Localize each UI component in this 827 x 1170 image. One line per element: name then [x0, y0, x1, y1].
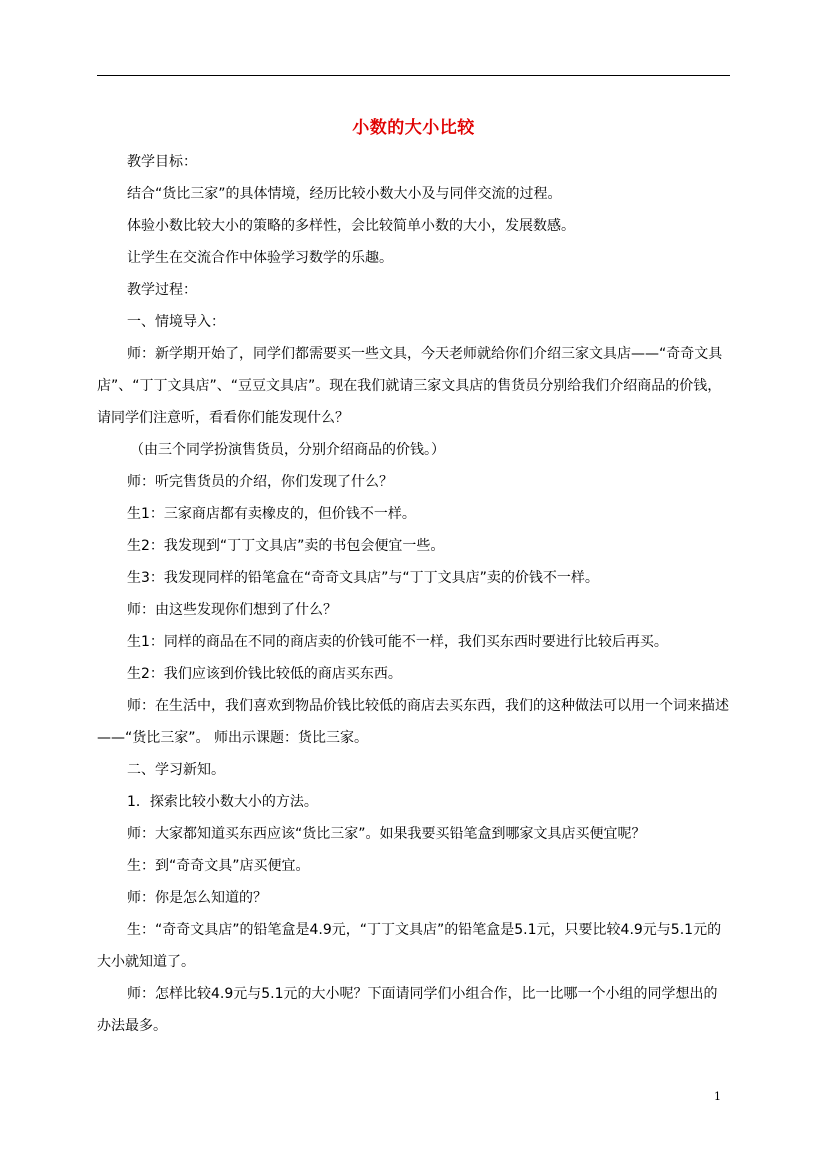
- paragraph: 师：你是怎么知道的？: [127, 890, 267, 906]
- paragraph: 教学过程：: [127, 282, 197, 298]
- paragraph: 师：听完售货员的介绍，你们发现了什么？: [127, 474, 393, 490]
- paragraph: 二、学习新知。: [127, 762, 225, 778]
- paragraph: 一、情境导入：: [127, 314, 225, 330]
- paragraph: 生2：我发现到“丁丁文具店”卖的书包会便宜一些。: [127, 538, 445, 554]
- page-number: 1: [714, 1090, 721, 1103]
- paragraph: 1．探索比较小数大小的方法。: [127, 794, 318, 810]
- paragraph: 教学目标：: [127, 154, 197, 170]
- paragraph: 生：到“奇奇文具”店买便宜。: [127, 858, 310, 874]
- paragraph: 师：怎样比较4.9元与5.1元的大小呢？下面请同学们小组合作，比一比哪一个小组的同学想出的办法最多。: [97, 986, 718, 1034]
- paragraph: 让学生在交流合作中体验学习数学的乐趣。: [127, 250, 393, 266]
- header-rule: [97, 75, 730, 76]
- paragraph: 师：大家都知道买东西应该“货比三家”。如果我要买铅笔盒到哪家文具店买便宜呢？: [127, 826, 646, 842]
- paragraph: 生2：我们应该到价钱比较低的商店买东西。: [127, 666, 402, 682]
- paragraph: 师：由这些发现你们想到了什么？: [127, 602, 337, 618]
- paragraph: 生：“奇奇文具店”的铅笔盒是4.9元，“丁丁文具店”的铅笔盒是5.1元，只要比较4.9元与5.1元的大小就知道了。: [97, 922, 722, 970]
- paragraph: 结合“货比三家”的具体情境，经历比较小数大小及与同伴交流的过程。: [127, 186, 562, 202]
- paragraph: 体验小数比较大小的策略的多样性，会比较简单小数的大小，发展数感。: [127, 218, 575, 234]
- paragraph: 生1：同样的商品在不同的商店卖的价钱可能不一样，我们买东西时要进行比较后再买。: [127, 634, 668, 650]
- paragraph: 生3：我发现同样的铅笔盒在“奇奇文具店”与“丁丁文具店”卖的价钱不一样。: [127, 570, 599, 586]
- paragraph: （由三个同学扮演售货员，分别介绍商品的价钱。）: [130, 442, 445, 458]
- paragraph: 师：新学期开始了，同学们都需要买一些文具，今天老师就给你们介绍三家文具店——“奇奇文具店”、“丁丁文具店”、“豆豆文具店”。现在我们就请三家文具店的售货员分别给我们介绍商品的价钱，请同学们注意听，看看你们能发现什么？: [97, 346, 723, 426]
- paragraph: 生1：三家商店都有卖橡皮的，但价钱不一样。: [127, 506, 416, 522]
- document-title: 小数的大小比较: [352, 118, 475, 138]
- paragraph: 师：在生活中，我们喜欢到物品价钱比较低的商店去买东西，我们的这种做法可以用一个词来描述——“货比三家”。 师出示课题：货比三家。: [97, 698, 729, 746]
- document-body: [97, 146, 730, 1042]
